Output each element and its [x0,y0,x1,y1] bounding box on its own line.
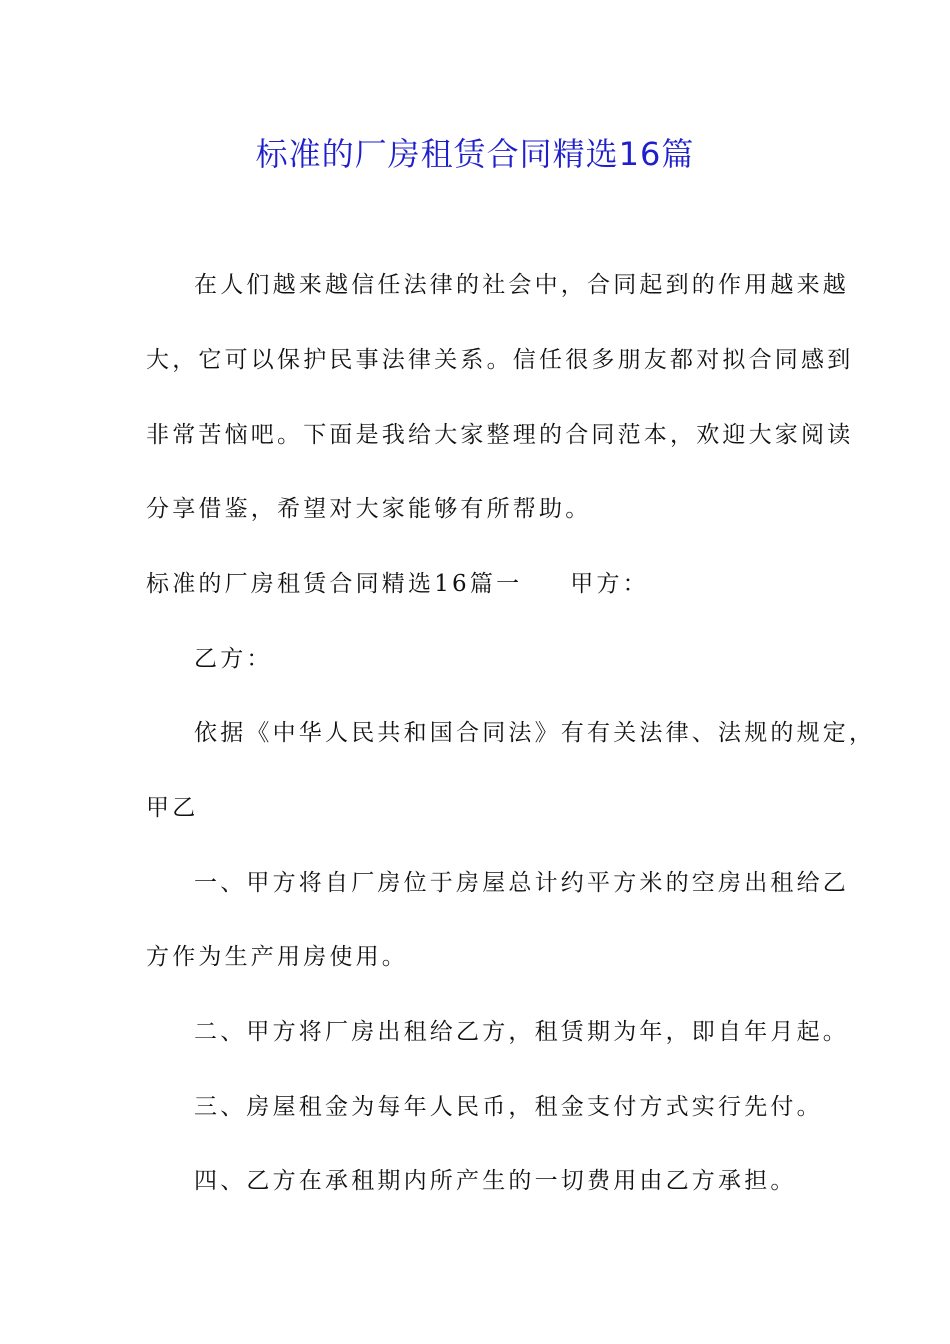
clause-4: 四、乙方在承租期内所产生的一切费用由乙方承担。 [194,1168,797,1194]
party-b-label: 乙方： [194,646,273,672]
party-a-label: 甲方： [570,571,649,597]
clause-3: 三、房屋租金为每年人民币，租金支付方式实行先付。 [194,1094,823,1120]
clause-1-line-1: 一、甲方将自厂房位于房屋总计约平方米的空房出租给乙 [194,870,849,896]
clause-2: 二、甲方将厂房出租给乙方，租赁期为年，即自年月起。 [194,1019,849,1045]
intro-line-4: 分享借鉴，希望对大家能够有所帮助。 [146,496,592,522]
clause-1-line-2: 方作为生产用房使用。 [146,944,408,970]
basis-line-1: 依据《中华人民共和国合同法》有有关法律、法规的规定， [194,720,876,746]
intro-line-2: 大，它可以保护民事法律关系。信任很多朋友都对拟合同感到 [146,347,854,373]
intro-line-3: 非常苦恼吧。下面是我给大家整理的合同范本，欢迎大家阅读 [146,422,854,448]
basis-line-2: 甲乙 [146,795,199,821]
section-heading: 标准的厂房租赁合同精选16篇一 [146,571,523,597]
document-title: 标准的厂房租赁合同精选16篇 [255,135,695,173]
section-heading-line [146,569,846,599]
intro-line-1: 在人们越来越信任法律的社会中，合同起到的作用越来越 [194,272,849,298]
